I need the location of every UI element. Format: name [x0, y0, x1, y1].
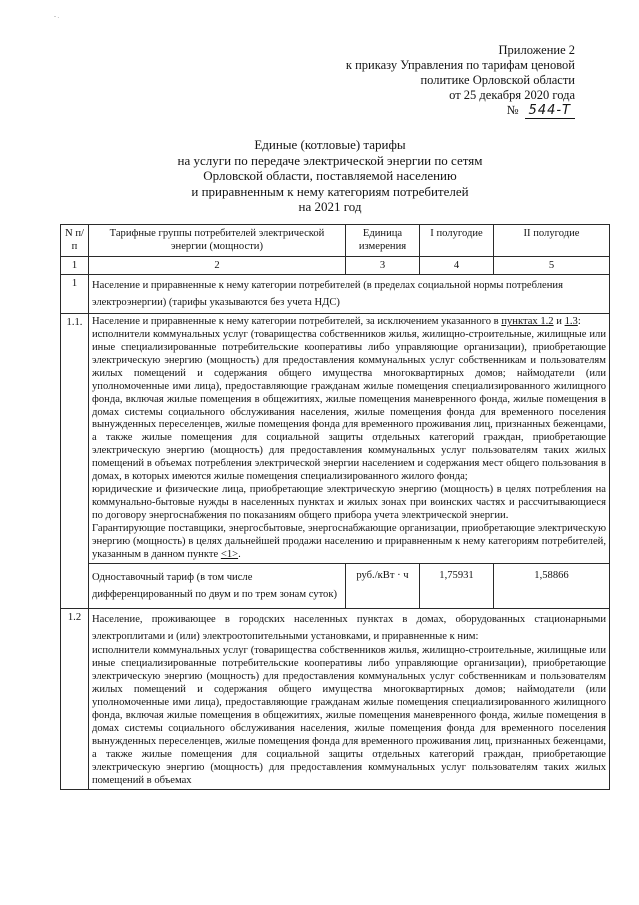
row-1-1-intro: Население и приравненные к нему категории потребителей, за исключением указанного в пунктах 1.2 и 1.3:	[92, 316, 581, 328]
tariff-table	[60, 224, 610, 790]
row-1-1-paragraph: юридические и физические лица, приобретающие электрическую энергию (мощность) в целях потребления на коммунально-бытовые нужды в населенных пунктах и жилых зонах при воинских частях и рассчитывающиеся по договору энергоснабжения по показаниям общего прибора учета электрической энергии.	[92, 484, 606, 521]
tariff-unit: руб./кВт · ч	[346, 564, 420, 609]
row-1-1-paragraph: Гарантирующие поставщики, энергосбытовые, энергоснабжающие организации, приобретающие электрическую энергию (мощность) в целях дальнейшей продажи населению и приравненным к нему категориям потребителей, указанным в данном пункте <1>.	[92, 522, 606, 560]
scan-mark: - .	[54, 14, 59, 20]
appendix-line: политике Орловской области	[420, 73, 575, 87]
index-cell: 2	[89, 256, 346, 274]
link-point-1-3[interactable]: 1.3	[564, 316, 578, 328]
title-line: на 2021 год	[298, 199, 362, 214]
row-1-2-paragraph: исполнители коммунальных услуг (товарищества собственников жилья, жилищно-строительные, жилищные или иные специализированные потребительские кооперативы либо управляющие организации), приобретающие электрическую энергию (мощность) для предоставления коммунальных услуг собственникам и пользователям жилых помещений и содержания общего имущества многоквартирных домов; наймодатели (или уполномоченные ими лица), предоставляющие гражданам жилые помещения специализированного жилищного фонда, включая жилые помещения в общежитиях, жилые помещения маневренного фонда, жилые помещения в домах системы социального обслуживания населения, жилые помещения фонда для временного поселения вынужденных переселенцев, жилые помещения фонда для временного проживания лиц, признанных беженцами, а также жилые помещения для социальной защиты отдельных категорий граждан, приобретающие электрическую энергию (мощность) для предоставления коммунальных услуг пользователям таких жилых помещений в объемах	[92, 645, 606, 786]
row-1-1-num: 1.1.	[61, 314, 89, 609]
row-1-1-text	[89, 314, 610, 564]
index-cell: 4	[420, 256, 494, 274]
header-row	[61, 225, 610, 257]
appendix-line: к приказу Управления по тарифам ценовой	[345, 58, 575, 72]
header-unit: Единица измерения	[346, 225, 420, 257]
row-1	[61, 275, 610, 314]
tariff-second-half: 1,58866	[494, 564, 610, 609]
row-1-1-paragraph: исполнители коммунальных услуг (товарищества собственников жилья, жилищно-строительные, жилищные или иные специализированные потребительские кооперативы либо управляющие организации), приобретающие электрическую энергию (мощность) для предоставления коммунальных услуг собственникам и пользователям жилых помещений и содержания общего имущества многоквартирных домов; наймодатели (или уполномоченные ими лица), предоставляющие гражданам жилые помещения специализированного жилищного фонда, включая жилые помещения в общежитиях, жилые помещения маневренного фонда, жилые помещения в домах системы социального обслуживания населения, жилые помещения фонда для временного поселения вынужденных переселенцев, жилые помещения фонда для временного проживания лиц, признанных беженцами, а также жилые помещения для социальной защиты отдельных категорий граждан, приобретающие электрическую энергию (мощность) для предоставления коммунальных услуг пользователям таких жилых помещений в объемах потребления электрической энергии населением и содержания мест общего пользования в домах, в которых имеются жилые помещения специализированного жилого фонда;	[92, 329, 606, 483]
row-1-num: 1	[61, 275, 89, 314]
row-1-2	[61, 609, 610, 790]
title-line: Орловской области, поставляемой населению	[203, 168, 457, 183]
index-cell: 3	[346, 256, 420, 274]
row-1-2-num: 1.2	[61, 609, 89, 790]
row-1-text: Население и приравненные к нему категории потребителей (в пределах социальной нормы потребления электроэнергии) (тарифы указываются без учета НДС)	[89, 275, 610, 314]
header-first-half: I полугодие	[420, 225, 494, 257]
title-line: на услуги по передаче электрической энергии по сетям	[177, 152, 483, 168]
appendix-number-line	[315, 103, 575, 119]
tariff-label: Одноставочный тариф (в том числе дифференцированный по двум и по трем зонам суток)	[89, 564, 346, 609]
header-num: N п/п	[61, 225, 89, 257]
header-group: Тарифные группы потребителей электрической энергии (мощности)	[89, 225, 346, 257]
appendix-header	[315, 43, 575, 119]
document-title	[100, 137, 560, 215]
link-point-1-2[interactable]: пунктах 1.2	[501, 316, 554, 328]
tariff-row	[61, 564, 610, 609]
index-cell: 1	[61, 256, 89, 274]
title-line: Единые (котловые) тарифы	[254, 137, 406, 152]
row-1-1	[61, 314, 610, 564]
row-1-2-text	[89, 609, 610, 790]
header-second-half: II полугодие	[494, 225, 610, 257]
index-row	[61, 256, 610, 274]
appendix-line: от 25 декабря 2020 года	[449, 88, 575, 102]
number-sign: №	[506, 103, 519, 117]
handwritten-document-number: 544-Т	[525, 103, 575, 119]
title-line: и приравненным к нему категориям потребителей	[191, 183, 469, 199]
footnote-link-1[interactable]: <1>	[220, 548, 239, 560]
appendix-line: Приложение 2	[498, 43, 575, 57]
index-cell: 5	[494, 256, 610, 274]
tariff-first-half: 1,75931	[420, 564, 494, 609]
row-1-2-intro: Население, проживающее в городских населенных пунктах в домах, оборудованных стационарными электроплитами и (или) электроотопительными установками, и приравненные к ним:	[92, 614, 606, 643]
